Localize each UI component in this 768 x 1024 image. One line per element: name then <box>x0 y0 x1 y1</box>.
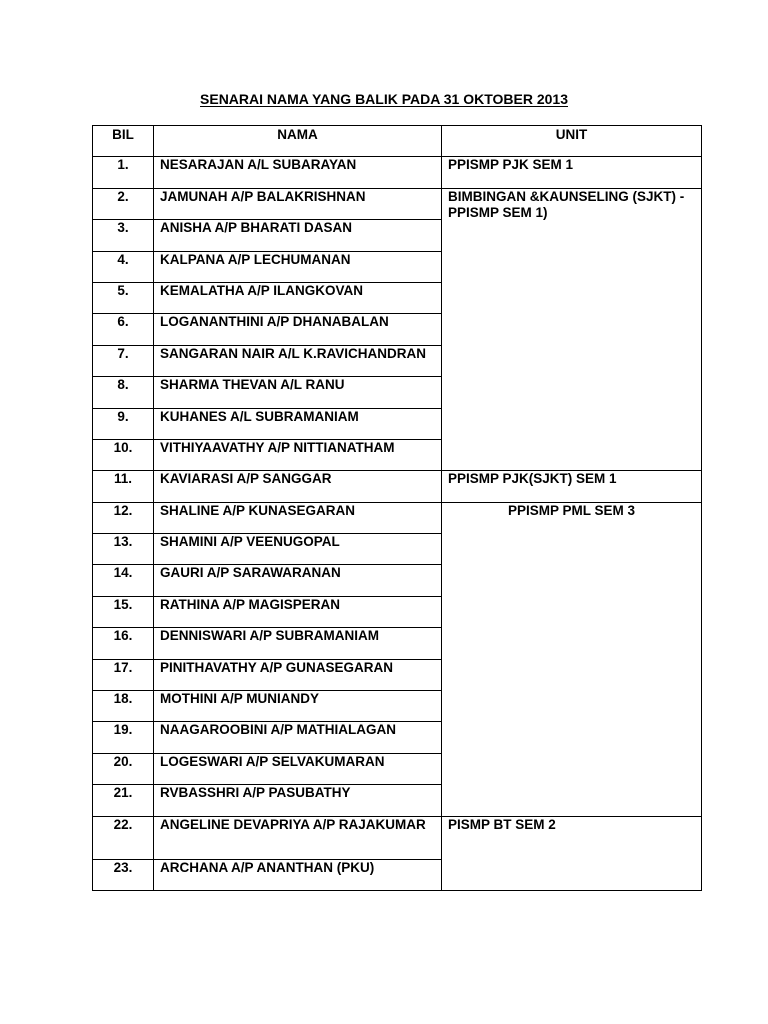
row-number: 15. <box>93 596 154 627</box>
row-name: ARCHANA A/P ANANTHAN (PKU) <box>154 859 442 890</box>
row-name: GAURI A/P SARAWARANAN <box>154 565 442 596</box>
row-number: 19. <box>93 722 154 753</box>
header-bil: BIL <box>93 126 154 157</box>
row-name: LOGANANTHINI A/P DHANABALAN <box>154 314 442 345</box>
row-number: 6. <box>93 314 154 345</box>
row-number: 12. <box>93 502 154 533</box>
row-name: ANISHA A/P BHARATI DASAN <box>154 220 442 251</box>
row-number: 3. <box>93 220 154 251</box>
row-number: 13. <box>93 534 154 565</box>
row-name: LOGESWARI A/P SELVAKUMARAN <box>154 753 442 784</box>
table-row <box>93 816 702 859</box>
row-name: VITHIYAAVATHY A/P NITTIANATHAM <box>154 439 442 470</box>
row-number: 1. <box>93 157 154 188</box>
row-name: RVBASSHRI A/P PASUBATHY <box>154 785 442 816</box>
row-number: 23. <box>93 859 154 890</box>
row-name: ANGELINE DEVAPRIYA A/P RAJAKUMAR <box>154 816 442 859</box>
row-name: SHARMA THEVAN A/L RANU <box>154 377 442 408</box>
row-number: 20. <box>93 753 154 784</box>
unit-cell: PISMP BT SEM 2 <box>442 816 702 890</box>
row-name: KALPANA A/P LECHUMANAN <box>154 251 442 282</box>
row-name: NESARAJAN A/L SUBARAYAN <box>154 157 442 188</box>
row-number: 10. <box>93 439 154 470</box>
row-name: KAVIARASI A/P SANGGAR <box>154 471 442 502</box>
row-name: JAMUNAH A/P BALAKRISHNAN <box>154 188 442 219</box>
row-number: 18. <box>93 691 154 722</box>
row-name: MOTHINI A/P MUNIANDY <box>154 691 442 722</box>
table-row <box>93 502 702 533</box>
row-name: SHALINE A/P KUNASEGARAN <box>154 502 442 533</box>
table-header-row <box>93 126 702 157</box>
row-number: 9. <box>93 408 154 439</box>
unit-cell: PPISMP PJK SEM 1 <box>442 157 702 188</box>
table-row <box>93 188 702 219</box>
header-nama: NAMA <box>154 126 442 157</box>
row-number: 14. <box>93 565 154 596</box>
row-number: 22. <box>93 816 154 859</box>
row-number: 8. <box>93 377 154 408</box>
row-name: SANGARAN NAIR A/L K.RAVICHANDRAN <box>154 345 442 376</box>
row-name: KUHANES A/L SUBRAMANIAM <box>154 408 442 439</box>
row-number: 7. <box>93 345 154 376</box>
row-number: 21. <box>93 785 154 816</box>
row-number: 17. <box>93 659 154 690</box>
row-number: 2. <box>93 188 154 219</box>
row-number: 4. <box>93 251 154 282</box>
row-name: NAAGAROOBINI A/P MATHIALAGAN <box>154 722 442 753</box>
row-name: SHAMINI A/P VEENUGOPAL <box>154 534 442 565</box>
unit-cell: PPISMP PML SEM 3 <box>442 502 702 816</box>
unit-cell: BIMBINGAN &KAUNSELING (SJKT) - PPISMP SEM 1) <box>442 188 702 471</box>
document-title <box>0 91 768 107</box>
unit-cell: PPISMP PJK(SJKT) SEM 1 <box>442 471 702 502</box>
header-unit: UNIT <box>442 126 702 157</box>
row-number: 11. <box>93 471 154 502</box>
table-row <box>93 471 702 502</box>
row-number: 16. <box>93 628 154 659</box>
table-row <box>93 157 702 188</box>
name-list-table <box>92 125 702 891</box>
row-number: 5. <box>93 282 154 313</box>
row-name: KEMALATHA A/P ILANGKOVAN <box>154 282 442 313</box>
row-name: DENNISWARI A/P SUBRAMANIAM <box>154 628 442 659</box>
document-title-text: SENARAI NAMA YANG BALIK PADA 31 OKTOBER 2013 <box>200 91 568 107</box>
row-name: RATHINA A/P MAGISPERAN <box>154 596 442 627</box>
row-name: PINITHAVATHY A/P GUNASEGARAN <box>154 659 442 690</box>
